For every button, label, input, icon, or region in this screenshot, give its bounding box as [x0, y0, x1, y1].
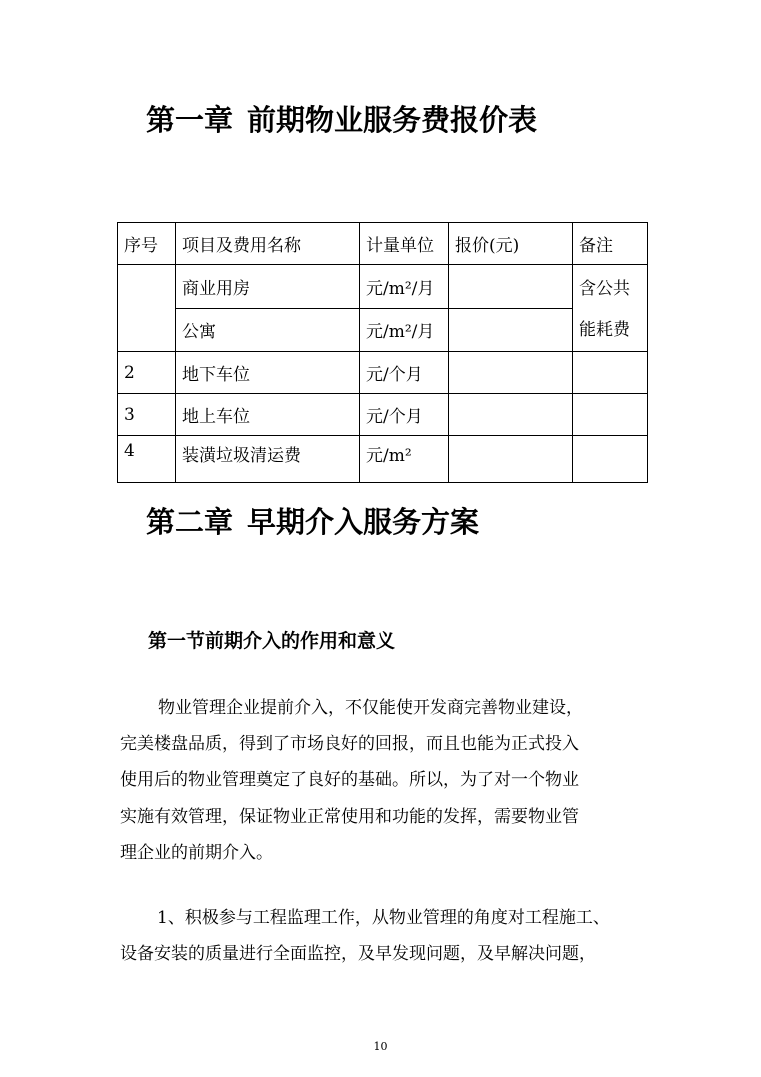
chapter-2-heading	[146, 500, 479, 541]
row-price	[449, 352, 573, 394]
row-note	[573, 352, 648, 394]
paragraph-line-text: 1、积极参与工程监理工作，从物业管理的角度对工程施工、	[157, 908, 610, 928]
row-item: 公寓	[176, 308, 360, 352]
row-item: 商业用房	[176, 265, 360, 309]
section-1-heading: 第一节前期介入的作用和意义	[148, 630, 396, 652]
row-item: 地上车位	[176, 394, 360, 436]
note-line-2: 能耗费	[579, 320, 630, 340]
table-row	[118, 352, 648, 394]
row-unit: 元/个月	[360, 352, 449, 394]
row-note	[573, 436, 648, 483]
paragraph-1	[120, 690, 660, 871]
chapter-2-title: 早期介入服务方案	[247, 505, 480, 539]
header-price: 报价(元)	[449, 223, 573, 265]
row-note-merged	[573, 265, 648, 352]
row-price	[449, 436, 573, 483]
row-unit: 元/m²	[360, 436, 449, 483]
row-unit: 元/个月	[360, 394, 449, 436]
paragraph-line: 实施有效管理，保证物业正常使用和功能的发挥，需要物业管	[120, 806, 579, 827]
paragraph-line: 使用后的物业管理奠定了良好的基础。所以，为了对一个物业	[120, 770, 579, 791]
table-row	[118, 436, 648, 483]
row-no: 3	[118, 394, 176, 436]
row-unit: 元/m²/月	[360, 308, 449, 352]
note-line-1: 含公共	[579, 279, 630, 299]
row-price	[449, 394, 573, 436]
row-unit: 元/m²/月	[360, 265, 449, 309]
paragraph-line	[120, 900, 660, 936]
row-item: 地下车位	[176, 352, 360, 394]
page-number: 10	[373, 1040, 388, 1053]
header-unit: 计量单位	[360, 223, 449, 265]
chapter-1-title: 前期物业服务费报价表	[247, 103, 538, 137]
paragraph-2	[120, 900, 660, 972]
row-price	[449, 308, 573, 352]
row-no: 2	[118, 352, 176, 394]
header-note: 备注	[573, 223, 648, 265]
paragraph-line	[120, 690, 660, 726]
paragraph-line: 完美楼盘品质，得到了市场良好的回报，而且也能为正式投入	[120, 734, 579, 755]
paragraph-line-text: 物业管理企业提前介入，不仅能使开发商完善物业建设，	[158, 698, 583, 718]
chapter-1-heading	[146, 98, 537, 139]
paragraph-line: 设备安装的质量进行全面监控，及早发现问题，及早解决问题，	[120, 944, 596, 965]
table-row	[118, 308, 648, 352]
chapter-1-number: 第一章	[146, 103, 234, 137]
row-no: 4	[118, 436, 176, 483]
service-fee-table	[117, 222, 648, 483]
table-row	[118, 394, 648, 436]
row-note	[573, 394, 648, 436]
row-item: 装潢垃圾清运费	[176, 436, 360, 483]
header-no: 序号	[118, 223, 176, 265]
header-item: 项目及费用名称	[176, 223, 360, 265]
table-row	[118, 265, 648, 309]
chapter-2-number: 第二章	[146, 505, 234, 539]
table-header-row	[118, 223, 648, 265]
paragraph-line: 理企业的前期介入。	[120, 842, 273, 863]
row-price	[449, 265, 573, 309]
row-no-merged	[118, 265, 176, 352]
